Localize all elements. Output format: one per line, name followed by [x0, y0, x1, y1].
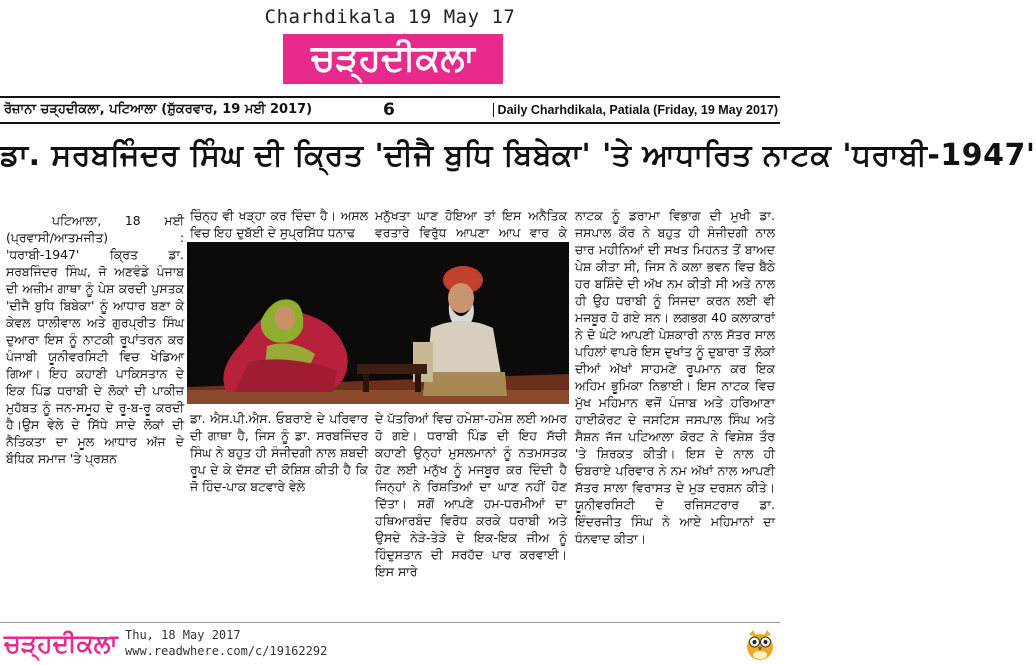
newspaper-masthead: ਚੜ੍ਹਦੀਕਲਾ	[283, 34, 503, 84]
article-paragraph: ਚਿੰਨ੍ਹ ਵੀ ਖੜ੍ਹਾ ਕਰ ਦਿੰਦਾ ਹੈ। ਅਸਲ ਵਿਚ ਇਹ ਦੁਬੱਈ ਦੇ ਸੁਪ੍ਰਸਿੱਧ ਧਨਾਢ	[190, 208, 368, 240]
article-column-1	[6, 212, 184, 467]
article-paragraph: ਦੇ ਪੱਤਰਿਆਂ ਵਿਚ ਹਮੇਸ਼ਾ-ਹਮੇਸ਼ ਲਈ ਅਮਰ ਹੋ ਗਏ। ਧਰਾਬੀ ਪਿੰਡ ਦੀ ਇਹ ਸੱਚੀ ਕਹਾਣੀ ਉਨ੍ਹਾਂ ਮੁਸਲਮਾਨਾਂ ਨੂੰ ਨਤਮਸਤਕ ਹੋਣ ਲਈ ਮਨੁੱਖ ਨੂੰ ਮਜਬੂਰ ਕਰ ਦਿੰਦੀ ਹੈ ਜਿਨ੍ਹਾਂ ਨੇ ਰਿਸ਼ਤਿਆਂ ਦਾ ਘਾਣ ਨਹੀਂ ਹੋਣ ਦਿੱਤਾ। ਸਗੋਂ ਆਪਣੇ ਹਮ-ਧਰਮੀਆਂ ਦਾ ਹਥਿਆਰਬੰਦ ਵਿਰੋਧ ਕਰਕੇ ਧਰਾਬੀ ਅਤੇ ਉਸਦੇ ਨੇੜੇ-ਤੇੜੇ ਦੇ ਇਕ-ਇਕ ਜੀਅ ਨੂੰ ਹਿੰਦੁਸਤਾਨ ਦੀ ਸਰਹੱਦ ਪਾਰ ਕਰਵਾਈ। ਇਸ ਸਾਰੇ	[375, 411, 567, 579]
clipping-date: Thu, 18 May 2017	[125, 628, 241, 642]
footer-logo: ਚੜ੍ਹਦੀਕਲਾ	[4, 629, 118, 658]
clipping-footer	[0, 622, 780, 665]
article-headline: ਡਾ. ਸਰਬਜਿੰਦਰ ਸਿੰਘ ਦੀ ਕ੍ਰਿਤ 'ਦੀਜੈ ਬੁਧਿ ਬਿਬੇਕਾ' 'ਤੇ ਆਧਾਰਿਤ ਨਾਟਕ 'ਧਰਾਬੀ-1947'	[0, 138, 1036, 173]
clipping-title: Charhdikala 19 May 17	[264, 6, 516, 28]
stage-scene-image	[187, 242, 569, 404]
article-column-2-bottom	[190, 410, 368, 495]
clipping-url[interactable]: www.readwhere.com/c/19162292	[125, 644, 328, 658]
article-paragraph: ਮਨੁੱਖਤਾ ਘਾਣ ਹੋਇਆ ਤਾਂ ਇਸ ਅਨੈਤਿਕ ਵਰਤਾਰੇ ਵਿਰੁੱਧ ਆਪਣਾ ਆਪ ਵਾਰ ਕੇ	[375, 208, 567, 240]
article-photo	[187, 242, 569, 404]
page-number: 6	[383, 100, 395, 120]
article-paragraph: ਨਾਟਕ ਨੂੰ ਡਰਾਮਾ ਵਿਭਾਗ ਦੀ ਮੁਖੀ ਡਾ. ਜਸਪਾਲ ਕੌਰ ਨੇ ਬਹੁਤ ਹੀ ਸੰਜੀਦਗੀ ਨਾਲ ਚਾਰ ਮਹੀਨਿਆਂ ਦੀ ਸਖਤ ਮਿਹਨਤ ਤੋਂ ਬਾਅਦ ਪੇਸ਼ ਕੀਤਾ ਸੀ, ਜਿਸ ਨੇ ਕਲਾ ਭਵਨ ਵਿਚ ਬੈਠੇ ਹਰ ਬਸ਼ਿੰਦੇ ਦੀ ਅੱਖ ਨਮ ਕੀਤੀ ਸੀ ਅਤੇ ਨਾਲ ਹੀ ਉਹ ਧਰਾਬੀ ਨੂੰ ਸਿਜਦਾ ਕਰਨ ਲਈ ਵੀ ਮਜਬੂਰ ਹੋ ਗਏ ਸਨ। ਲਗਭਗ 40 ਕਲਾਕਾਰਾਂ ਨੇ ਦੋ ਘੰਟੇ ਆਪਣੀ ਪੇਸ਼ਕਾਰੀ ਨਾਲ ਸੱਤਰ ਸਾਲ ਪਹਿਲਾਂ ਵਾਪਰੇ ਇਸ ਦੁਖਾਂਤ ਨੂੰ ਦੁਬਾਰਾ ਤੋਂ ਲੋਕਾਂ ਦੀਆਂ ਅੱਖਾਂ ਸਾਹਮਣੇ ਰੂਪਮਾਨ ਕਰ ਇਕ ਅਹਿਮ ਭੂਮਿਕਾ ਨਿਭਾਈ। ਇਸ ਨਾਟਕ ਵਿਚ ਮੁੱਖ ਮਹਿਮਾਨ ਵਜੋਂ ਪੰਜਾਬ ਅਤੇ ਹਰਿਆਣਾ ਹਾਈਕੋਰਟ ਦੇ ਜਸਟਿਸ ਜਸਪਾਲ ਸਿੰਘ ਅਤੇ ਸੈਸ਼ਨ ਜੱਜ ਪਟਿਆਲਾ ਕੋਰਟ ਨੇ ਵਿਸ਼ੇਸ਼ ਤੌਰ 'ਤੇ ਸ਼ਿਰਕਤ ਕੀਤੀ। ਇਸ ਦੇ ਨਾਲ ਹੀ ਓਬਰਾਏ ਪਰਿਵਾਰ ਨੇ ਨਮ ਅੱਖਾਂ ਨਾਲ ਆਪਣੀ ਸੱਤਰ ਸਾਲਾ ਵਿਰਾਸਤ ਦੇ ਮੁੜ ਦਰਸ਼ਨ ਕੀਤੇ। ਯੂਨੀਵਰਸਿਟੀ ਦੇ ਰਜਿਸਟਰਾਰ ਡਾ. ਇੰਦਰਜੀਤ ਸਿੰਘ ਨੇ ਆਏ ਮਹਿਮਾਨਾਂ ਦਾ ਧੰਨਵਾਦ ਕੀਤਾ।	[575, 208, 775, 546]
article-column-3-bottom	[375, 410, 567, 580]
date-bar	[0, 96, 780, 124]
article-paragraph: ਡਾ. ਐਸ.ਪੀ.ਐਸ. ਓਬਰਾਏ ਦੇ ਪਰਿਵਾਰ ਦੀ ਗਾਥਾ ਹੈ, ਜਿਸ ਨੂੰ ਡਾ. ਸਰਬਜਿੰਦਰ ਸਿੰਘ ਨੇ ਬਹੁਤ ਹੀ ਸੰਜੀਦਗੀ ਨਾਲ ਸ਼ਬਦੀ ਰੂਪ ਦੇ ਕੇ ਦੱਸਣ ਦੀ ਕੋਸ਼ਿਸ਼ ਕੀਤੀ ਹੈ ਕਿ ਜੋ ਹਿੰਦ-ਪਾਕ ਬਟਵਾਰੇ ਵੇਲੇ	[190, 411, 368, 494]
article-dateline-paragraph: ਪਟਿਆਲਾ, 18 ਮਈ (ਪ੍ਰਵਾਸੀ/ਆਤਮਜੀਤ) : 'ਧਰਾਬੀ-1947' ਕ੍ਰਿਤ ਡਾ. ਸਰਬਜਿੰਦਰ ਸਿੰਘ, ਜੋ ਅਣਵੰਡੇ ਪੰਜਾਬ ਦੀ ਅਜ਼ੀਮ ਗਾਥਾ ਨੂੰ ਪੇਸ਼ ਕਰਦੀ ਪੁਸਤਕ 'ਦੀਜੈ ਬੁਧਿ ਬਿਬੇਕਾ' ਨੂੰ ਆਧਾਰ ਬਣਾ ਕੇ ਕੇਵਲ ਧਾਲੀਵਾਲ ਅਤੇ ਗੁਰਪ੍ਰੀਤ ਸਿੰਘ ਦੁਆਰਾ ਇਸ ਨੂੰ ਨਾਟਕੀ ਰੂਪਾਂਤਰਨ ਕਰ ਪੰਜਾਬੀ ਯੂਨੀਵਰਸਿਟੀ ਵਿਚ ਖੇਡਿਆ ਗਿਆ। ਇਹ ਕਹਾਣੀ ਪਾਕਿਸਤਾਨ ਦੇ ਇਕ ਪਿੰਡ ਧਰਾਬੀ ਦੇ ਲੋਕਾਂ ਦੀ ਪਾਕੀਜ਼ ਮੁਹੱਬਤ ਨੂੰ ਜਨ-ਸਮੂਹ ਦੇ ਰੂ-ਬ-ਰੂ ਕਰਦੀ ਹੈ।ਉਸ ਵੇਲੇ ਦੇ ਸਿੱਧੇ ਸਾਦੇ ਲੋਕਾਂ ਦੀ ਨੈਤਿਕਤਾ ਦਾ ਮੂਲ ਆਧਾਰ ਅੱਜ ਦੇ ਬੌਧਿਕ ਸਮਾਜ 'ਤੇ ਪ੍ਰਸ਼ਨ	[6, 213, 184, 466]
clipping-stamp	[125, 627, 327, 659]
date-bar-english: Daily Charhdikala, Patiala (Friday, 19 May 2017)	[493, 103, 778, 117]
article-column-2-top	[190, 207, 368, 241]
article-column-4	[575, 207, 775, 547]
owl-icon	[745, 627, 775, 661]
date-bar-punjabi: ਰੋਜ਼ਾਨਾ ਚੜ੍ਹਦੀਕਲਾ, ਪਟਿਆਲਾ (ਸ਼ੁੱਕਰਵਾਰ, 19 ਮਈ 2017)	[4, 102, 313, 117]
